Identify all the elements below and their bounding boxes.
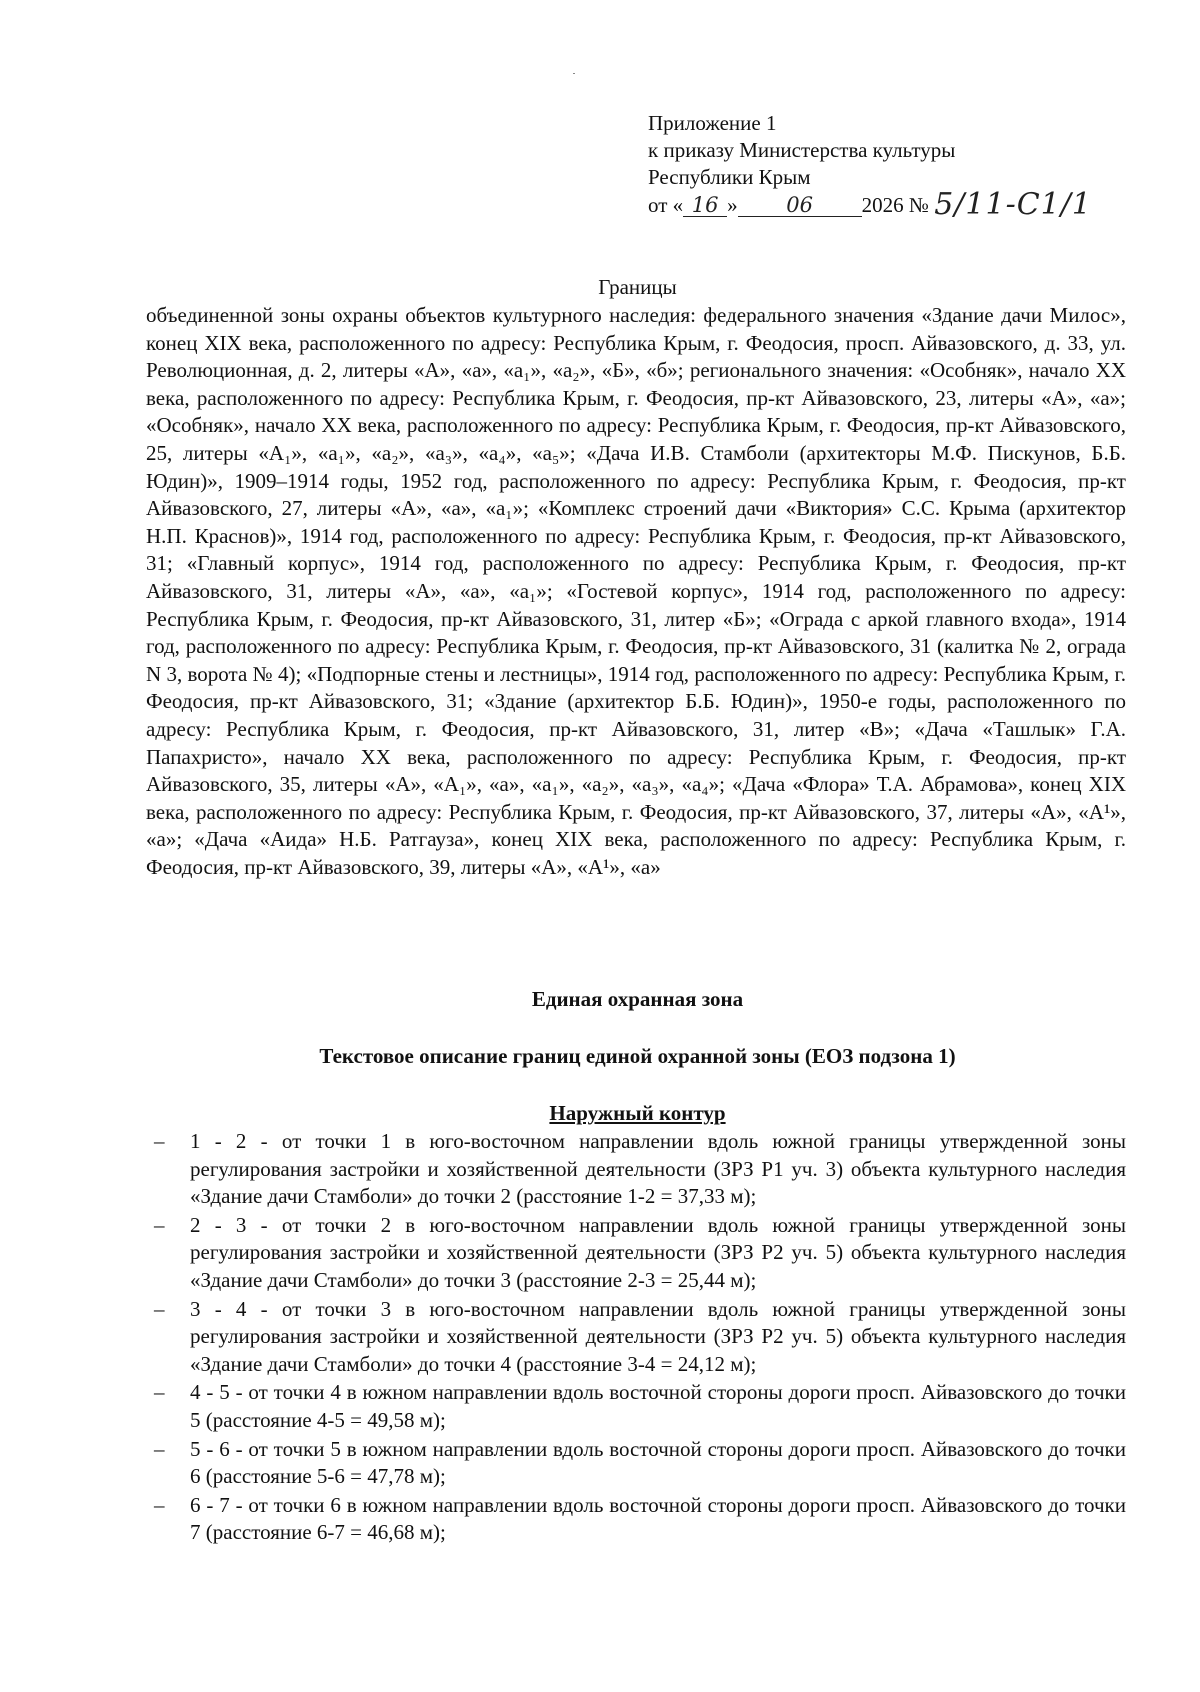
handwritten-month: 06 [738, 194, 862, 217]
list-item [146, 1296, 1126, 1379]
document-title: Границы [598, 275, 677, 299]
zone-heading: Единая охранная зона [531, 987, 744, 1011]
list-item-text: 1 - 2 - от точки 1 в юго-восточном направлении вдоль южной границы утвержденной зоны регулирования застройки и хозяйственной деятельности (ЗРЗ Р1 уч. 3) объекта культурного наследия «Здание дачи Стамболи» до точки 2 (расстояние 1-2 = 37,33 м); [190, 1129, 1126, 1209]
appendix-label: Приложение 1 [648, 111, 777, 135]
dash-bullet: – [154, 1296, 165, 1321]
description-heading: Текстовое описание границ единой охранной зоны (ЕОЗ подзона 1) [319, 1044, 956, 1068]
list-item-text: 4 - 5 - от точки 4 в южном направлении вдоль восточной стороны дороги просп. Айвазовского до точки 5 (расстояние 4-5 = 49,58 м); [190, 1380, 1126, 1432]
boundary-list [146, 1128, 1126, 1548]
outer-contour-heading: Наружный контур [549, 1101, 726, 1125]
list-item-text: 3 - 4 - от точки 3 в юго-восточном направлении вдоль южной границы утвержденной зоны регулирования застройки и хозяйственной деятельности (ЗРЗ Р2 уч. 5) объекта культурного наследия «Здание дачи Стамболи» до точки 4 (расстояние 3-4 = 24,12 м); [190, 1296, 1126, 1376]
date-mid: » [727, 193, 738, 217]
dash-bullet: – [154, 1129, 165, 1153]
intro-paragraph [146, 302, 1126, 881]
dash-bullet: – [154, 1380, 165, 1405]
order-date-line [648, 187, 1118, 222]
list-item [146, 1492, 1126, 1547]
date-prefix: от « [648, 193, 684, 217]
handwritten-day: 16 [683, 194, 727, 217]
year-prefix: 2026 № [861, 193, 929, 217]
republic-name: Республики Крым [648, 165, 811, 189]
list-item-text: 2 - 3 - от точки 2 в юго-восточном направлении вдоль южной границы утвержденной зоны регулирования застройки и хозяйственной деятельности (ЗРЗ Р2 уч. 5) объекта культурного наследия «Здание дачи Стамболи» до точки 3 (расстояние 2-3 = 25,44 м); [190, 1212, 1126, 1292]
handwritten-order-number: 5/11-С1/1 [934, 187, 1092, 222]
appendix-header [648, 110, 1118, 222]
dash-bullet: – [154, 1212, 165, 1237]
list-item [146, 1379, 1126, 1434]
scan-speck [573, 73, 575, 74]
intro-text: объединенной зоны охраны объектов культурного наследия: федерального значения «Здание дачи Милос», конец XIX века, расположенного по адресу: Республика Крым, г. Феодосия, просп. Айвазовского, д. 33, ул. Революционная, д. 2, литеры «А», «а», «а₁», «а₂», «Б», «б»; регионального значения: «Особняк», начало XX века, расположенного по адресу: Республика Крым, г. Феодосия, пр-кт Айвазовского, 23, литеры «А», «а»; «Особняк», начало XX века, расположенного по адресу: Республика Крым, г. Феодосия, пр-кт Айвазовского, 25, литеры «А₁», «а₁», «а₂», «а₃», «а₄», «а₅»; «Дача И.В. Стамболи (архитекторы М.Ф. Пискунов, Б.Б. Юдин)», 1909–1914 годы, 1952 год, расположенного по адресу: Республика Крым, г. Феодосия, пр-кт Айвазовского, 27, литеры «А», «а», «а₁»; «Комплекс строений дачи «Виктория» С.С. Крыма (архитектор Н.П. Краснов)», 1914 год, расположенного по адресу: Республика Крым, г. Феодосия, пр-кт Айвазовского, 31; «Главный корпус», 1914 год, расположенного по адресу: Республика Крым, г. Феодосия, пр-кт Айвазовского, 31, литеры «А», «а», «а₁»; «Гостевой корпус», 1914 год, расположенного по адресу: Республика Крым, г. Феодосия, пр-кт Айвазовского, 31, литер «Б»; «Ограда с аркой главного входа», 1914 год, расположенного по адресу: Республика Крым, г. Феодосия, пр-кт Айвазовского, 31 (калитка № 2, ограда N 3, ворота № 4); «Подпорные стены и лестницы», 1914 год, расположенного по адресу: Республика Крым, г. Феодосия, пр-кт Айвазовского, 31; «Здание (архитектор Б.Б. Юдин)», 1950-е годы, расположенного по адресу: Республика Крым, г. Феодосия, пр-кт Айвазовского, 31, литер «В»; «Дача «Ташлык» Г.А. Папахристо», начало XX века, расположенного по адресу: Республика Крым, г. Феодосия, пр-кт Айвазовского, 35, литеры «А», «А₁», «а», «а₁», «а₂», «а₃», «а₄»; «Дача «Флора» Т.А. Абрамова», конец XIX века, расположенного по адресу: Республика Крым, г. Феодосия, пр-кт Айвазовского, 37, литеры «А», «А¹», «а»; «Дача «Аида» Н.Б. Ратгауза», конец XIX века, расположенного по адресу: Республика Крым, г. Феодосия, пр-кт Айвазовского, 39, литеры «А», «А¹», «а» [146, 303, 1126, 879]
dash-bullet: – [154, 1436, 165, 1461]
list-item-text: 5 - 6 - от точки 5 в южном направлении вдоль восточной стороны дороги просп. Айвазовского до точки 6 (расстояние 5-6 = 47,78 м); [190, 1436, 1126, 1489]
dash-bullet: – [154, 1492, 165, 1517]
order-reference: к приказу Министерства культуры [648, 138, 956, 162]
list-item [146, 1436, 1126, 1491]
list-item [146, 1212, 1126, 1295]
list-item-text: 6 - 7 - от точки 6 в южном направлении вдоль восточной стороны дороги просп. Айвазовского до точки 7 (расстояние 6-7 = 46,68 м); [190, 1492, 1126, 1545]
list-item [146, 1128, 1126, 1211]
